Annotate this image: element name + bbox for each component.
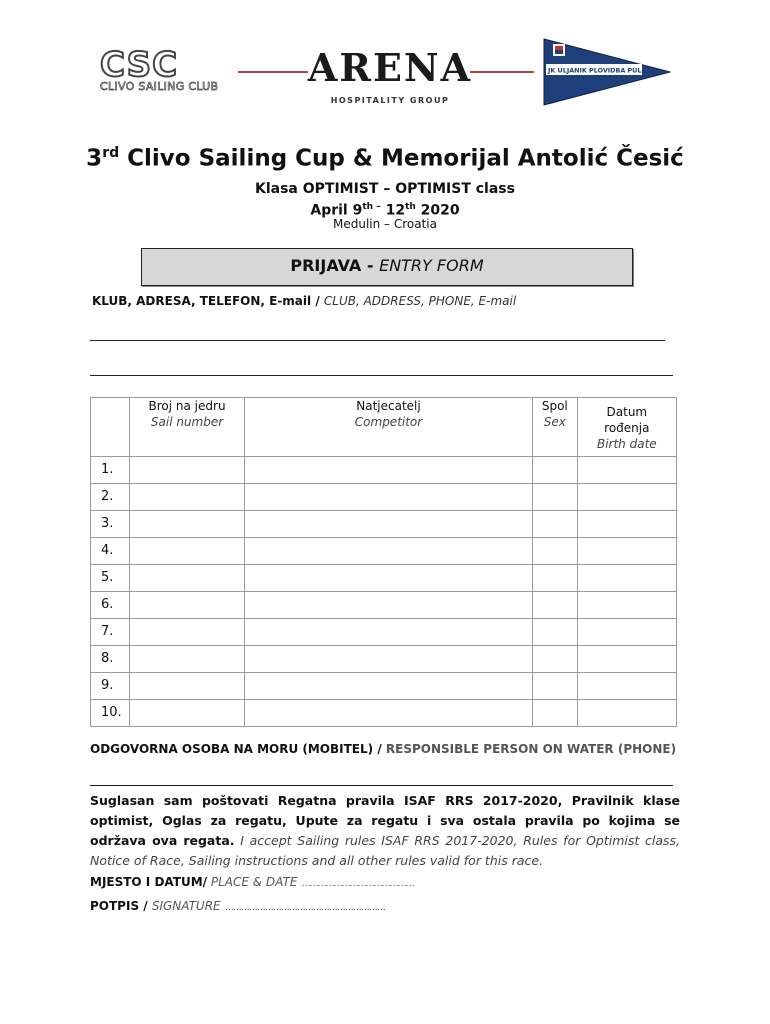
header-sail-hr: Broj na jedru [148, 399, 226, 413]
sail-number-cell[interactable] [130, 646, 245, 673]
entries-body [91, 457, 677, 727]
title-main: Clivo Sailing Cup & Memorijal Antolić Česić [127, 145, 684, 172]
header-num-cell [91, 398, 130, 457]
signature-en: SIGNATURE [151, 899, 221, 913]
header-birth-date [577, 398, 676, 457]
date-end: 12 [380, 202, 406, 219]
sail-number-cell[interactable] [130, 565, 245, 592]
birth-date-cell[interactable] [577, 484, 676, 511]
club-field-line-1[interactable] [90, 340, 665, 341]
sex-cell[interactable] [532, 700, 577, 727]
agreement-text [90, 791, 680, 871]
birth-date-cell[interactable] [577, 619, 676, 646]
title-ordinal-suffix: rd [102, 145, 120, 161]
sail-number-cell[interactable] [130, 700, 245, 727]
row-number: 1. [91, 457, 130, 484]
table-row [91, 484, 677, 511]
header-birth-hr: Datum rođenja [604, 405, 650, 435]
club-field-line-2[interactable] [90, 375, 673, 376]
agreement-hr: Suglasan sam poštovati Regatna pravila ISAF RRS 2017-2020, Pravilnik klase optimist, Oglas za regatu, Upute za regatu i sva ostala pravila po kojima se održava ova regata. [90, 793, 680, 848]
birth-date-cell[interactable] [577, 592, 676, 619]
row-number: 5. [91, 565, 130, 592]
club-label-hr: KLUB, ADRESA, TELEFON, E-mail [92, 294, 312, 308]
competitor-cell[interactable] [245, 565, 533, 592]
sail-number-cell[interactable] [130, 457, 245, 484]
csc-logo [100, 45, 224, 96]
entry-form-en: ENTRY FORM [379, 256, 484, 275]
row-number: 6. [91, 592, 130, 619]
sex-cell[interactable] [532, 457, 577, 484]
competitor-cell[interactable] [245, 646, 533, 673]
header-competitor-en: Competitor [354, 415, 423, 429]
date-sup-start: th – [362, 202, 381, 212]
csc-logo-subtitle: CLIVO SAILING CLUB [100, 80, 219, 93]
arena-logo-subtitle: HOSPITALITY GROUP [330, 96, 450, 105]
club-label [92, 293, 516, 309]
competitor-cell[interactable] [245, 619, 533, 646]
sex-cell[interactable] [532, 511, 577, 538]
responsible-en: RESPONSIBLE PERSON ON WATER (PHONE) [381, 742, 677, 756]
table-row [91, 592, 677, 619]
logo-rule-right [470, 71, 534, 73]
club-pennant-icon [543, 38, 671, 106]
csc-logo-letters: CSC [100, 45, 179, 85]
page-title [0, 138, 770, 174]
sex-cell[interactable] [532, 646, 577, 673]
responsible-hr: ODGOVORNA OSOBA NA MORU (MOBITEL) / [90, 742, 382, 756]
responsible-field-line[interactable] [90, 785, 673, 786]
competitor-cell[interactable] [245, 538, 533, 565]
competitor-cell[interactable] [245, 700, 533, 727]
competitor-cell[interactable] [245, 592, 533, 619]
table-header-row [91, 398, 677, 457]
row-number: 9. [91, 673, 130, 700]
header-sex-en: Sex [543, 415, 566, 429]
birth-date-cell[interactable] [577, 565, 676, 592]
header-sail-en: Sail number [150, 415, 224, 429]
table-row [91, 646, 677, 673]
date-sup-end: th [405, 202, 416, 212]
table-row [91, 538, 677, 565]
club-label-en: CLUB, ADDRESS, PHONE, E-mail [323, 294, 517, 308]
row-number: 10. [91, 700, 130, 727]
pennant-text: JK ULJANIK PLOVIDBA PULA [548, 66, 647, 75]
club-label-sep: / [311, 294, 324, 308]
competitor-cell[interactable] [245, 673, 533, 700]
title-ordinal: 3 [86, 145, 103, 172]
entry-form-hr: PRIJAVA [290, 256, 362, 275]
table-row [91, 619, 677, 646]
entry-form-heading [141, 248, 633, 286]
sex-cell[interactable] [532, 592, 577, 619]
class-line: Klasa OPTIMIST – OPTIMIST class [255, 181, 515, 197]
header-competitor [245, 398, 533, 457]
sex-cell[interactable] [532, 673, 577, 700]
signature-field[interactable] [90, 898, 385, 916]
table-row [91, 565, 677, 592]
sail-number-cell[interactable] [130, 592, 245, 619]
signature-hr: POTPIS / [90, 899, 152, 913]
row-number: 8. [91, 646, 130, 673]
date-month: April 9 [310, 202, 363, 219]
date-year: 2020 [415, 202, 460, 219]
signature-dots: …………………………………………………… [224, 903, 385, 913]
sail-number-cell[interactable] [130, 619, 245, 646]
sex-cell[interactable] [532, 484, 577, 511]
header-birth-en: Birth date [596, 437, 657, 451]
competitor-cell[interactable] [245, 484, 533, 511]
table-row [91, 673, 677, 700]
table-row [91, 700, 677, 727]
place-date-field[interactable] [90, 874, 414, 892]
header-competitor-hr: Natjecatelj [356, 399, 421, 413]
row-number: 2. [91, 484, 130, 511]
agreement-en: I accept Sailing rules ISAF RRS 2017-2020, Rules for Optimist class, Notice of Race, Sailing instructions and all other rules valid for this race. [90, 833, 680, 868]
sex-cell[interactable] [532, 565, 577, 592]
place-date-hr: MJESTO I DATUM/ [90, 875, 208, 889]
entry-form-sep: - [361, 256, 380, 275]
logo-rule-left [238, 71, 308, 73]
place-date-dots: …………………………………… [301, 879, 414, 889]
competitor-cell[interactable] [245, 511, 533, 538]
header-sex-hr: Spol [541, 399, 568, 413]
birth-date-cell[interactable] [577, 457, 676, 484]
birth-date-cell[interactable] [577, 511, 676, 538]
arena-logo: ARENA [307, 45, 473, 90]
responsible-person-label [90, 741, 676, 757]
competitor-cell[interactable] [245, 457, 533, 484]
row-number: 3. [91, 511, 130, 538]
sex-cell[interactable] [532, 619, 577, 646]
sail-number-cell[interactable] [130, 538, 245, 565]
sex-cell[interactable] [532, 538, 577, 565]
entries-table [90, 397, 677, 727]
sail-number-cell[interactable] [130, 484, 245, 511]
birth-date-cell[interactable] [577, 700, 676, 727]
place-date-en: PLACE & DATE [207, 875, 298, 889]
birth-date-cell[interactable] [577, 646, 676, 673]
row-number: 7. [91, 619, 130, 646]
sail-number-cell[interactable] [130, 511, 245, 538]
sail-number-cell[interactable] [130, 673, 245, 700]
birth-date-cell[interactable] [577, 673, 676, 700]
row-number: 4. [91, 538, 130, 565]
table-row [91, 511, 677, 538]
location-line: Medulin – Croatia [333, 217, 437, 231]
birth-date-cell[interactable] [577, 538, 676, 565]
header-sex [532, 398, 577, 457]
table-row [91, 457, 677, 484]
header-sail-number [130, 398, 245, 457]
